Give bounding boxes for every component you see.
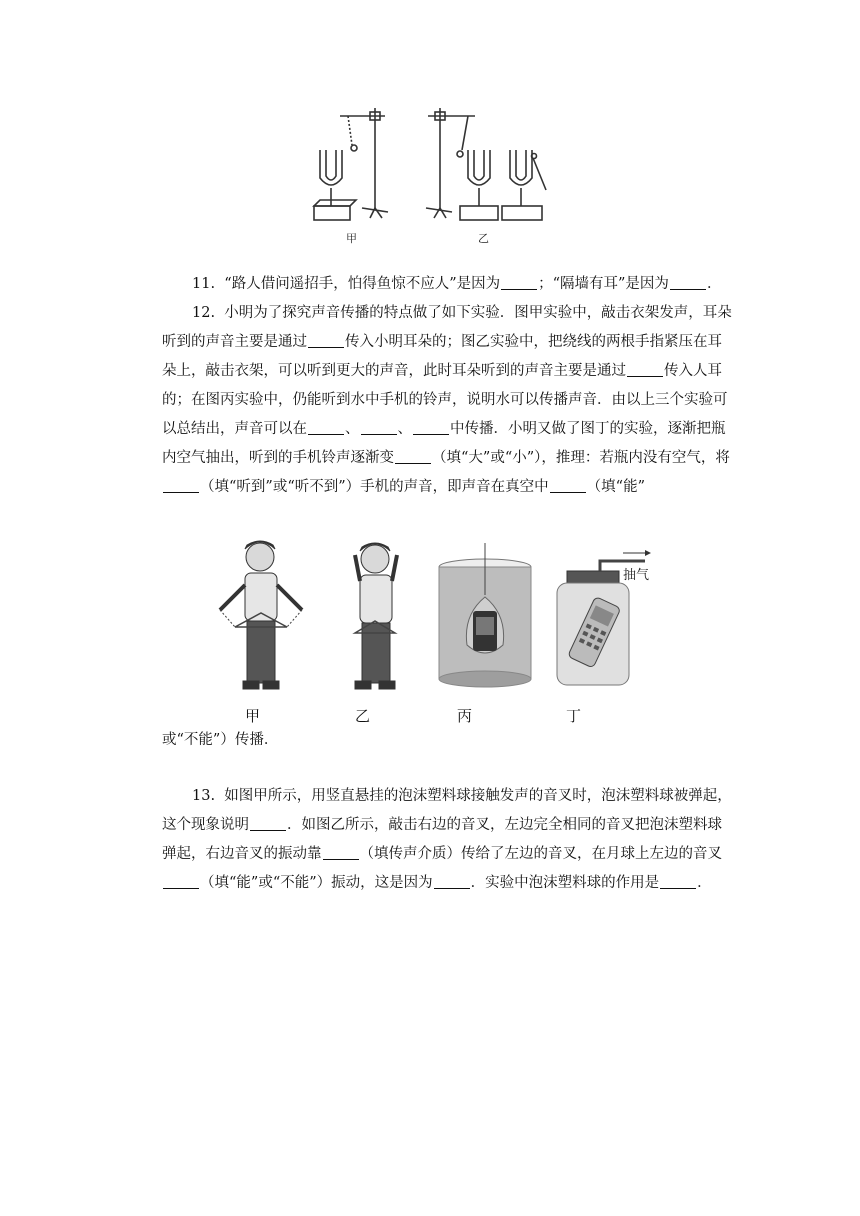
answer-blank[interactable] [413, 420, 449, 435]
answer-blank[interactable] [163, 478, 199, 493]
figure2-label-ding: 丁 [566, 707, 582, 725]
sound-experiment-figure [205, 535, 655, 735]
question-number: 13. [192, 788, 216, 804]
answer-blank[interactable] [163, 874, 199, 889]
answer-blank[interactable] [550, 478, 586, 493]
answer-blank[interactable] [670, 275, 706, 290]
question-number: 11. [192, 276, 216, 292]
answer-blank[interactable] [395, 449, 431, 464]
question-12-tail: 或“不能”）传播． [162, 732, 279, 748]
tuning-fork-figure [300, 100, 560, 250]
question-13: 13. 如图甲所示，用竖直悬挂的泡沫塑料球接触发声的音叉时，泡沫塑料球被弹起，这个现象说明 ．如图乙所示，敲击右边的音叉，左边完全相同的音叉把泡沫塑料球弹起，右边音叉的振动靠 （填传声介质）传给了左边的音叉，在月球上左边的音叉（填“能”或“不能”）振动，这是因为 ．实验中泡沫塑料球的作用是 ． [162, 788, 732, 891]
question-11: 11. “路人借问遥招手，怕得鱼惊不应人”是因为 ；“隔墙有耳”是因为 ． [192, 276, 722, 292]
answer-blank[interactable] [308, 420, 344, 435]
answer-blank[interactable] [361, 420, 397, 435]
figure2-label-jia: 甲 [245, 707, 261, 725]
answer-blank[interactable] [627, 362, 663, 377]
pump-label: 抽气 [623, 568, 650, 583]
answer-blank[interactable] [660, 874, 696, 889]
answer-blank[interactable] [250, 816, 286, 831]
answer-blank[interactable] [308, 333, 344, 348]
question-number: 12. [192, 305, 216, 321]
figure2-label-bing: 丙 [457, 707, 473, 725]
figure1-label-jia: 甲 [346, 232, 357, 245]
figure1-label-yi: 乙 [478, 232, 489, 245]
answer-blank[interactable] [501, 275, 537, 290]
figure2-label-yi: 乙 [355, 707, 371, 725]
answer-blank[interactable] [323, 845, 359, 860]
question-12: 12. 小明为了探究声音传播的特点做了如下实验．图甲实验中，敲击衣架发声，耳朵听到的声音主要是通过 传入小明耳朵的；图乙实验中，把绕线的两根手指紧压在耳朵上，敲击衣架，可以听到更大的声音，此时耳朵听到的声音主要是通过 传入人耳的；在图丙实验中，仍能听到水中手机的铃声，说明水可以传播声音．由以上三个实验可以总结出，声音可以在 、 、 中传播．小明又做了图丁的实验，逐渐把瓶内空气抽出，听到的手机铃声逐渐变 （填“大”或“小”），推理：若瓶内没有空气，将（填“听到”或“听不到”）手机的声音，即声音在真空中 （填“能” [162, 305, 732, 495]
answer-blank[interactable] [434, 874, 470, 889]
